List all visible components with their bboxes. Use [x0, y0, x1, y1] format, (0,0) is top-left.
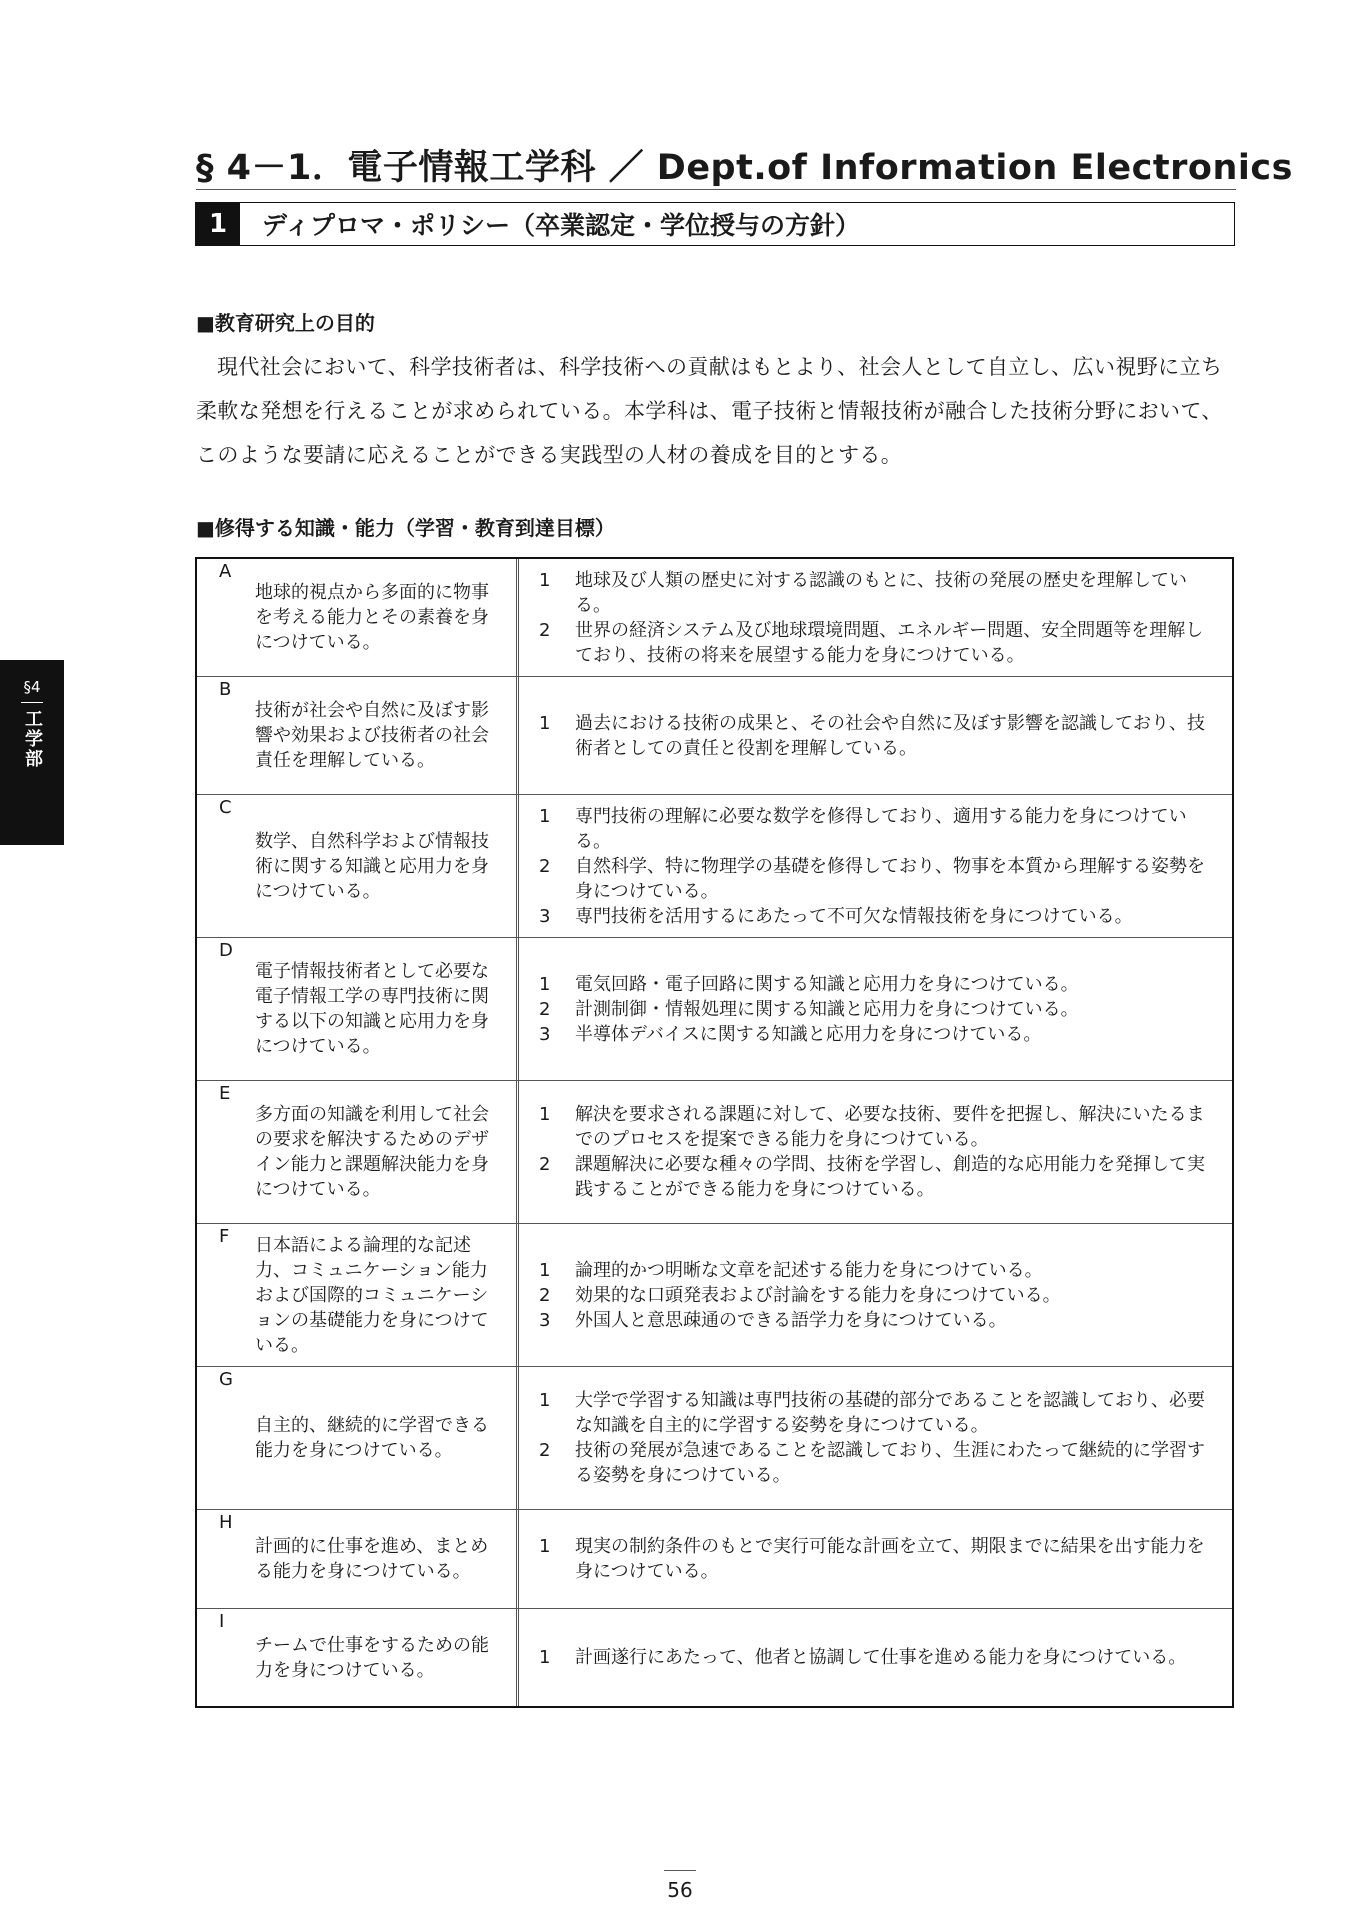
goal-items-cell	[519, 559, 1232, 676]
item-text: 計測制御・情報処理に関する知識と応用力を身につけている。	[575, 998, 1079, 1020]
goal-letter: G	[219, 1369, 233, 1390]
section-number: 1	[196, 203, 240, 245]
list-item	[539, 854, 1216, 904]
item-number: 1	[539, 712, 551, 734]
item-number: 2	[539, 1154, 551, 1175]
section-header	[195, 202, 1235, 246]
goal-letter: I	[219, 1611, 225, 1632]
goal-letter: B	[219, 679, 232, 700]
item-text: 外国人と意思疎通のできる語学力を身につけている。	[575, 1309, 1007, 1331]
item-number: 3	[539, 1309, 551, 1331]
goal-category-cell	[197, 559, 519, 676]
goal-category-text: 数学、自然科学および情報技術に関する知識と応用力を身につけている。	[255, 830, 489, 902]
list-item	[539, 997, 1216, 1022]
item-number: 2	[539, 619, 551, 641]
goal-category-cell	[197, 938, 519, 1080]
side-tab-label: 工学部	[22, 709, 43, 769]
item-text: 技術の発展が急速であることを認識しており、生涯にわたって継続的に学習する姿勢を身につけている。	[575, 1440, 1205, 1486]
item-text: 計画遂行にあたって、他者と協調して仕事を進める能力を身につけている。	[575, 1647, 1187, 1668]
goal-category-text: 多方面の知識を利用して社会の要求を解決するためのデザイン能力と課題解決能力を身につけている。	[255, 1104, 489, 1200]
page-title: § 4－1．電子情報工学科 ／ Dept.of Information Electronics	[196, 148, 1293, 188]
goal-category-cell	[197, 795, 519, 937]
item-number: 2	[539, 1284, 551, 1306]
goal-category-cell	[197, 1081, 519, 1223]
goal-letter: C	[219, 797, 232, 818]
goal-category-cell	[197, 677, 519, 794]
item-number: 1	[539, 805, 551, 827]
item-number: 1	[539, 1390, 551, 1411]
table-row	[197, 676, 1232, 794]
goal-items-cell	[519, 795, 1232, 937]
table-row	[197, 559, 1232, 676]
item-number: 2	[539, 998, 551, 1020]
item-text: 解決を要求される課題に対して、必要な技術、要件を把握し、解決にいたるまでのプロセスを提案できる能力を身につけている。	[575, 1104, 1205, 1150]
goal-items-cell	[519, 1609, 1232, 1706]
list-item	[539, 1308, 1216, 1333]
item-number: 1	[539, 1104, 551, 1125]
purpose-heading: ■教育研究上の目的	[196, 311, 375, 335]
item-number: 1	[539, 569, 551, 591]
goal-items-cell	[519, 1367, 1232, 1509]
item-number: 1	[539, 1647, 551, 1668]
item-text: 世界の経済システム及び地球環境問題、エネルギー問題、安全問題等を理解しており、技術の将来を展望する能力を身につけている。	[575, 619, 1204, 666]
title-underline	[196, 189, 1236, 190]
item-text: 論理的かつ明晰な文章を記述する能力を身につけている。	[575, 1259, 1043, 1281]
table-row	[197, 937, 1232, 1080]
goal-items-cell	[519, 1081, 1232, 1223]
list-item	[539, 618, 1216, 668]
goal-letter: E	[219, 1083, 231, 1104]
table-row	[197, 794, 1232, 937]
page-number-rule	[664, 1870, 696, 1871]
table-row	[197, 1080, 1232, 1223]
goal-items-cell	[519, 1510, 1232, 1608]
list-item	[539, 1022, 1216, 1047]
list-item	[539, 972, 1216, 997]
goal-category-cell	[197, 1224, 519, 1366]
list-item	[539, 1645, 1216, 1670]
side-tab-divider	[21, 702, 43, 703]
item-number: 2	[539, 855, 551, 877]
list-item	[539, 1258, 1216, 1283]
purpose-text: 現代社会において、科学技術者は、科学技術への貢献はもとより、社会人として自立し、広い視野に立ち柔軟な発想を行えることが求められている。本学科は、電子技術と情報技術が融合した技術分野において、このような要請に応えることができる実践型の人材の養成を目的とする。	[196, 355, 1223, 467]
goal-letter: A	[219, 561, 232, 582]
side-tab	[0, 660, 64, 845]
item-text: 半導体デバイスに関する知識と応用力を身につけている。	[575, 1023, 1042, 1045]
goal-category-text: 計画的に仕事を進め、まとめる能力を身につけている。	[255, 1536, 489, 1582]
goal-items-cell	[519, 1224, 1232, 1366]
item-text: 自然科学、特に物理学の基礎を修得しており、物事を本質から理解する姿勢を身につけている。	[575, 855, 1205, 902]
goal-items-cell	[519, 938, 1232, 1080]
list-item	[539, 904, 1216, 929]
list-item	[539, 711, 1216, 761]
goal-items-cell	[519, 677, 1232, 794]
list-item	[539, 1534, 1216, 1584]
section-title: ディプロマ・ポリシー（卒業認定・学位授与の方針）	[262, 211, 861, 240]
item-text: 現実の制約条件のもとで実行可能な計画を立て、期限までに結果を出す能力を身につけている。	[575, 1536, 1205, 1582]
goal-category-text: 日本語による論理的な記述力、コミュニケーション能力および国際的コミュニケーションの基礎能力を身につけている。	[255, 1234, 489, 1356]
table-row	[197, 1366, 1232, 1509]
item-text: 大学で学習する知識は専門技術の基礎的部分であることを認識しており、必要な知識を自主的に学習する姿勢を身につけている。	[575, 1390, 1205, 1436]
item-number: 1	[539, 1259, 551, 1281]
item-number: 3	[539, 905, 551, 927]
item-text: 過去における技術の成果と、その社会や自然に及ぼす影響を認識しており、技術者としての責任と役割を理解している。	[575, 712, 1205, 759]
goal-letter: F	[219, 1226, 230, 1247]
side-tab-section: §4	[23, 678, 41, 696]
item-text: 地球及び人類の歴史に対する認識のもとに、技術の発展の歴史を理解している。	[575, 569, 1187, 616]
item-text: 専門技術の理解に必要な数学を修得しており、適用する能力を身につけている。	[575, 805, 1187, 852]
page-number: 56	[667, 1878, 693, 1902]
goal-category-cell	[197, 1367, 519, 1509]
table-row	[197, 1223, 1232, 1366]
goal-category-text: 自主的、継続的に学習できる能力を身につけている。	[255, 1415, 489, 1461]
goals-table	[195, 557, 1234, 1708]
table-row	[197, 1509, 1232, 1608]
goal-category-text: 地球的視点から多面的に物事を考える能力とその素養を身につけている。	[255, 582, 489, 653]
item-number: 1	[539, 973, 551, 995]
list-item	[539, 1102, 1216, 1152]
item-text: 専門技術を活用するにあたって不可欠な情報技術を身につけている。	[575, 905, 1133, 927]
item-text: 電気回路・電子回路に関する知識と応用力を身につけている。	[575, 973, 1079, 995]
goal-category-text: 技術が社会や自然に及ぼす影響や効果および技術者の社会責任を理解している。	[255, 700, 489, 771]
item-text: 課題解決に必要な種々の学問、技術を学習し、創造的な応用能力を発揮して実践することができる能力を身につけている。	[575, 1154, 1205, 1200]
list-item	[539, 1283, 1216, 1308]
list-item	[539, 568, 1216, 618]
goal-category-cell	[197, 1510, 519, 1608]
table-row	[197, 1608, 1232, 1706]
goals-heading: ■修得する知識・能力（学習・教育到達目標）	[196, 516, 615, 540]
list-item	[539, 1152, 1216, 1202]
goal-category-text: チームで仕事をするための能力を身につけている。	[255, 1634, 489, 1681]
item-number: 2	[539, 1440, 551, 1461]
list-item	[539, 1438, 1216, 1488]
item-number: 1	[539, 1536, 551, 1557]
goal-letter: D	[219, 940, 233, 961]
goal-letter: H	[219, 1512, 233, 1533]
list-item	[539, 1388, 1216, 1438]
list-item	[539, 804, 1216, 854]
item-text: 効果的な口頭発表および討論をする能力を身につけている。	[575, 1284, 1061, 1306]
goal-category-text: 電子情報技術者として必要な電子情報工学の専門技術に関する以下の知識と応用力を身につけている。	[255, 961, 489, 1057]
goal-category-cell	[197, 1609, 519, 1706]
item-number: 3	[539, 1023, 551, 1045]
